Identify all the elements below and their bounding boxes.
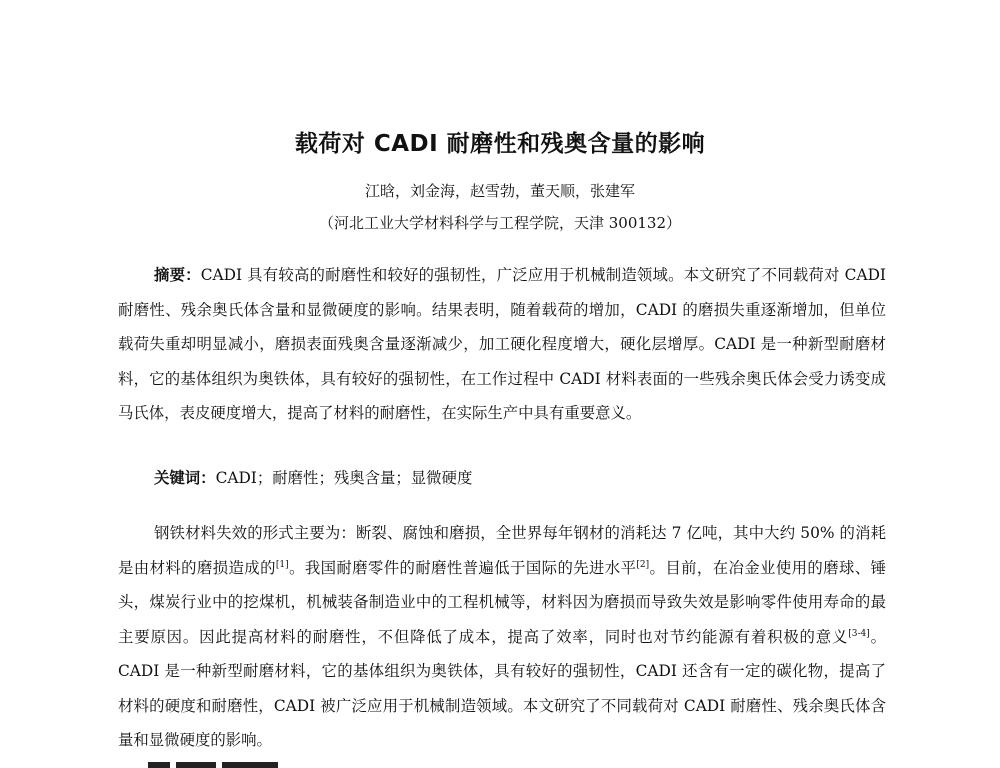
intro-text-1: 钢铁材料失效的形式主要为：断裂、腐蚀和磨损，全世界每年钢材的消耗达 7 亿吨，其中大约 50% 的消耗是由材料的磨损造成的 (118, 524, 886, 577)
citation-ref-3-4: [3-4] (848, 628, 870, 639)
abstract (118, 258, 886, 431)
intro-text-4: 。CADI 是一种新型耐磨材料，它的基体组织为奥铁体，具有较好的强韧性，CADI 还含有一定的碳化物，提高了材料的硬度和耐磨性，CADI 被广泛应用于机械制造领域。本文研究了不同载荷对 CADI 耐磨性、残余奥氏体含量和显微硬度的影响。 (118, 627, 886, 749)
author-list: 江晗，刘金海，赵雪勃，董天顺，张建军 (364, 182, 635, 200)
abstract-text: CADI 具有较高的耐磨性和较好的强韧性，广泛应用于机械制造领域。本文研究了不同载荷对 CADI 耐磨性、残余奥氏体含量和显微硬度的影响。结果表明，随着载荷的增加，CADI 的磨损失重逐渐增加，但单位载荷失重却明显减小，磨损表面残奥含量逐渐减少，加工硬化程度增大，硬化层增厚。CADI 是一种新型耐磨材料，它的基体组织为奥铁体，具有较好的强韧性，在工作过程中 CADI 材料表面的一些残余奥氏体会受力诱变成马氏体，表皮硬度增大，提高了材料的耐磨性，在实际生产中具有重要意义。 (118, 266, 886, 422)
heading-glyph-fragment (222, 762, 278, 768)
introduction-paragraph (118, 516, 886, 758)
heading-glyph-fragment (176, 762, 216, 768)
citation-ref-2: [2] (636, 559, 650, 570)
keywords-text: CADI；耐磨性；残奥含量；显微硬度 (215, 469, 473, 487)
cropped-section-heading (118, 752, 318, 768)
paper-title: 载荷对 CADI 耐磨性和残奥含量的影响 (294, 131, 706, 157)
abstract-label: 摘要： (154, 266, 201, 284)
keywords-label: 关键词： (154, 469, 216, 487)
affiliation: （河北工业大学材料科学与工程学院，天津 300132） (318, 214, 682, 232)
intro-text-3: 。目前，在冶金业使用的磨球、锤头，煤炭行业中的挖煤机，机械装备制造业中的工程机械等，材料因为磨损而导致失效是影响零件使用寿命的最主要原因。因此提高材料的耐磨性，不但降低了成本，提高了效率，同时也对节约能源有着积极的意义 (118, 558, 886, 646)
keywords (154, 463, 472, 493)
heading-glyph-fragment (148, 762, 170, 768)
intro-text-2: 。我国耐磨零件的耐磨性普遍低于国际的先进水平 (288, 558, 637, 577)
citation-ref-1: [1] (275, 559, 289, 570)
